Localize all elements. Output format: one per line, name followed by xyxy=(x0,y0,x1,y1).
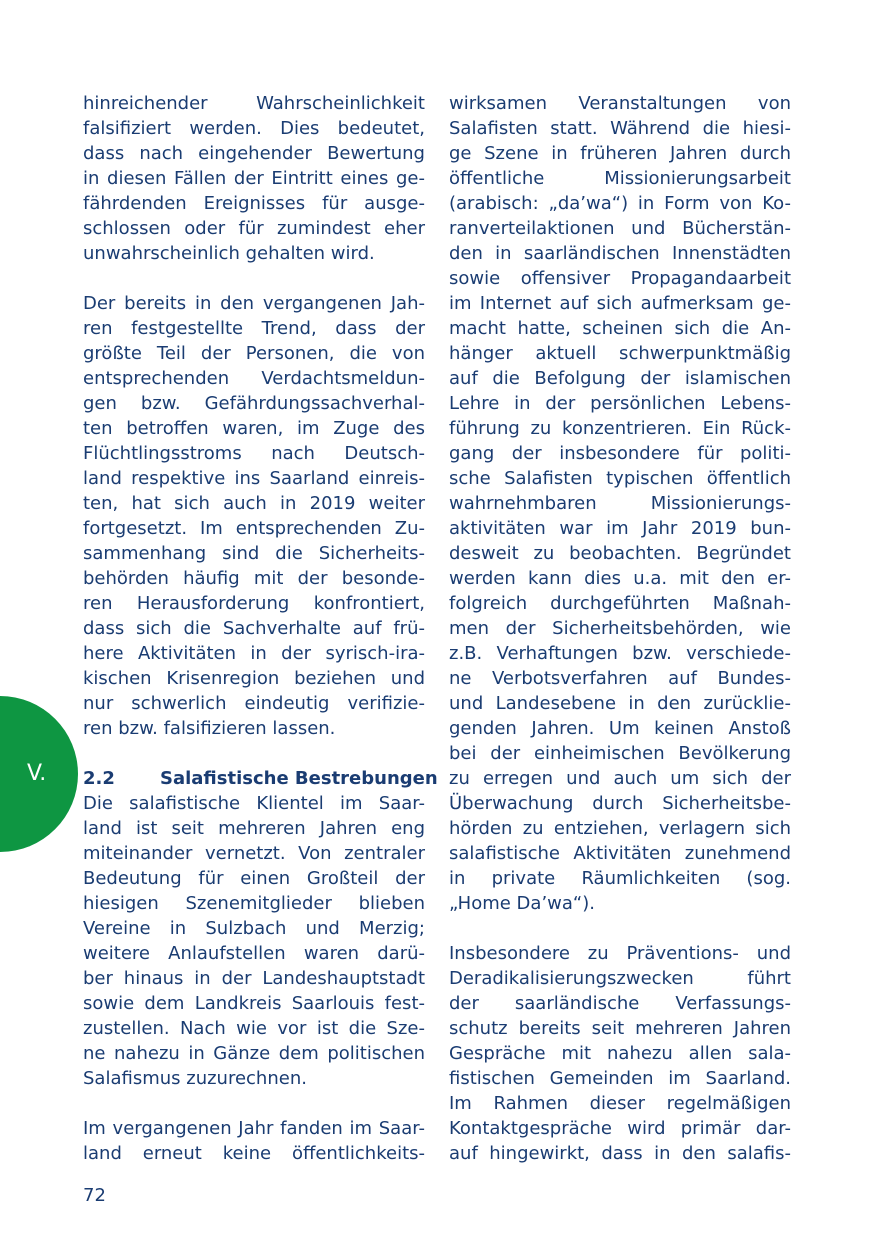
paragraph-gap xyxy=(83,1091,425,1116)
text-line: kischen Krisenregion beziehen und xyxy=(83,668,425,689)
text-line: hänger aktuell schwerpunktmäßig xyxy=(449,343,791,364)
text-line: salafistische Aktivitäten zunehmend xyxy=(449,843,791,864)
text-line: Flüchtlingsstroms nach Deutsch- xyxy=(83,443,425,464)
text-line: Gespräche mit nahezu allen sala- xyxy=(449,1043,791,1064)
text-line: sowie offensiver Propagandaarbeit xyxy=(449,268,791,289)
text-line: ten betroffen waren, im Zuge des xyxy=(83,418,425,439)
text-line: fährdenden Ereignisses für ausge- xyxy=(83,193,425,214)
text-line: zu erregen und auch um sich der xyxy=(449,768,791,789)
text-line: Im vergangenen Jahr fanden im Saar- xyxy=(83,1118,425,1139)
text-line: entsprechenden Verdachtsmeldun- xyxy=(83,368,425,389)
text-line: ten, hat sich auch in 2019 weiter xyxy=(83,493,425,514)
text-line: ne Verbotsverfahren auf Bundes- xyxy=(449,668,791,689)
text-line: ne nahezu in Gänze dem politischen xyxy=(83,1043,425,1064)
text-line: Lehre in der persönlichen Lebens- xyxy=(449,393,791,414)
text-line: falsifiziert werden. Dies bedeutet, xyxy=(83,118,425,139)
text-line: unwahrscheinlich gehalten wird. xyxy=(83,243,375,264)
text-line: hinreichender Wahrscheinlichkeit xyxy=(83,93,425,114)
text-line: hörden zu entziehen, verlagern sich xyxy=(449,818,791,839)
text-line: größte Teil der Personen, die von xyxy=(83,343,425,364)
text-line: ge Szene in früheren Jahren durch xyxy=(449,143,791,164)
text-line: auf hingewirkt, dass in den salafis- xyxy=(449,1143,791,1164)
text-line: land erneut keine öffentlichkeits- xyxy=(83,1143,425,1164)
text-line: schutz bereits seit mehreren Jahren xyxy=(449,1018,791,1039)
text-line: genden Jahren. Um keinen Anstoß xyxy=(449,718,791,739)
text-line: gen bzw. Gefährdungssachverhal- xyxy=(83,393,425,414)
paragraph-gap xyxy=(83,266,425,291)
text-line: land respektive ins Saarland einreis- xyxy=(83,468,425,489)
text-line: Der bereits in den vergangenen Jah- xyxy=(83,293,425,314)
section-heading xyxy=(83,766,438,791)
text-line: sowie dem Landkreis Saarlouis fest- xyxy=(83,993,425,1014)
right-text-column xyxy=(449,91,791,1166)
text-line: dass sich die Sachverhalte auf frü- xyxy=(83,618,425,639)
text-line: (arabisch: „da’wa“) in Form von Ko- xyxy=(449,193,791,214)
text-line: wahrnehmbaren Missionierungs- xyxy=(449,493,791,514)
text-line: sche Salafisten typischen öffentlich xyxy=(449,468,791,489)
text-line: miteinander vernetzt. Von zentraler xyxy=(83,843,425,864)
text-line: gang der insbesondere für politi- xyxy=(449,443,791,464)
text-line: wirksamen Veranstaltungen von xyxy=(449,93,791,114)
left-text-column xyxy=(83,91,438,1166)
text-line: ren Herausforderung konfrontiert, xyxy=(83,593,425,614)
text-line: desweit zu beobachten. Begründet xyxy=(449,543,791,564)
text-line: land ist seit mehreren Jahren eng xyxy=(83,818,425,839)
text-line: z.B. Verhaftungen bzw. verschiede- xyxy=(449,643,791,664)
text-line: nur schwerlich eindeutig verifizie- xyxy=(83,693,425,714)
text-line: ranverteilaktionen und Bücherstän- xyxy=(449,218,791,239)
text-line: Insbesondere zu Präventions- und xyxy=(449,943,791,964)
text-line: „Home Da’wa“). xyxy=(449,893,595,914)
text-line: fortgesetzt. Im entsprechenden Zu- xyxy=(83,518,425,539)
text-line: werden kann dies u.a. mit den er- xyxy=(449,568,791,589)
text-line: behörden häufig mit der besonde- xyxy=(83,568,425,589)
text-line: schlossen oder für zumindest eher xyxy=(83,218,425,239)
text-line: weitere Anlaufstellen waren darü- xyxy=(83,943,425,964)
text-line: der saarländische Verfassungs- xyxy=(449,993,791,1014)
text-line: here Aktivitäten in der syrisch-ira- xyxy=(83,643,425,664)
text-line: ren festgestellte Trend, dass der xyxy=(83,318,425,339)
text-line: ren bzw. falsifizieren lassen. xyxy=(83,718,336,739)
text-line: men der Sicherheitsbehörden, wie xyxy=(449,618,791,639)
text-line: Überwachung durch Sicherheitsbe- xyxy=(449,793,791,814)
paragraph-gap xyxy=(83,741,425,766)
paragraph-gap xyxy=(449,916,791,941)
page-number: 72 xyxy=(83,1185,106,1206)
text-line: Salafisten statt. Während die hiesi- xyxy=(449,118,791,139)
text-line: ber hinaus in der Landeshauptstadt xyxy=(83,968,425,989)
text-line: Deradikalisierungszwecken führt xyxy=(449,968,791,989)
chapter-label: V. xyxy=(27,761,47,786)
text-line: zustellen. Nach wie vor ist die Sze- xyxy=(83,1018,425,1039)
text-line: fistischen Gemeinden im Saarland. xyxy=(449,1068,791,1089)
text-line: dass nach eingehender Bewertung xyxy=(83,143,425,164)
text-line: öffentliche Missionierungsarbeit xyxy=(449,168,791,189)
text-line: in private Räumlichkeiten (sog. xyxy=(449,868,791,889)
text-line: den in saarländischen Innenstädten xyxy=(449,243,791,264)
text-line: hiesigen Szenemitglieder blieben xyxy=(83,893,425,914)
text-line: folgreich durchgeführten Maßnah- xyxy=(449,593,791,614)
text-line: Die salafistische Klientel im Saar- xyxy=(83,793,425,814)
text-line: im Internet auf sich aufmerksam ge- xyxy=(449,293,791,314)
text-line: auf die Befolgung der islamischen xyxy=(449,368,791,389)
text-line: macht hatte, scheinen sich die An- xyxy=(449,318,791,339)
text-line: aktivitäten war im Jahr 2019 bun- xyxy=(449,518,791,539)
text-line: Bedeutung für einen Großteil der xyxy=(83,868,425,889)
section-number: 2.2 xyxy=(83,768,115,789)
text-line: Vereine in Sulzbach und Merzig; xyxy=(83,918,425,939)
text-line: bei der einheimischen Bevölkerung xyxy=(449,743,791,764)
section-title: Salafistische Bestrebungen xyxy=(160,768,438,789)
text-line: und Landesebene in den zurücklie- xyxy=(449,693,791,714)
text-line: Im Rahmen dieser regelmäßigen xyxy=(449,1093,791,1114)
text-line: Salafismus zuzurechnen. xyxy=(83,1068,307,1089)
text-line: sammenhang sind die Sicherheits- xyxy=(83,543,425,564)
text-line: in diesen Fällen der Eintritt eines ge- xyxy=(83,168,425,189)
text-line: Kontaktgespräche wird primär dar- xyxy=(449,1118,791,1139)
text-line: führung zu konzentrieren. Ein Rück- xyxy=(449,418,791,439)
